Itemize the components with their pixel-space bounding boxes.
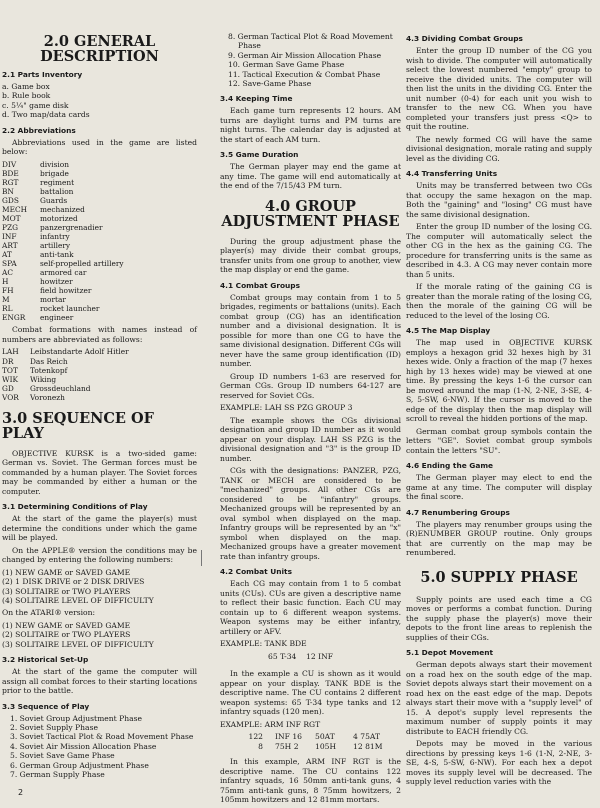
formation-key: VOR bbox=[2, 393, 19, 403]
table-row bbox=[2, 205, 197, 214]
abbr-value: engineer bbox=[40, 313, 74, 323]
heading-ending-the-game: 4.6 Ending the Game bbox=[406, 461, 494, 470]
table-row bbox=[2, 241, 197, 250]
abbr-key: ENGR bbox=[2, 313, 26, 323]
list-item: c. 5¼" game disk bbox=[2, 100, 69, 110]
abbr-value: mortar bbox=[40, 295, 66, 305]
table-row bbox=[2, 232, 197, 241]
abbr-value: battalion bbox=[40, 186, 74, 196]
paragraph: Combat groups may contain from 1 to 5 brigades, regiments or battalions (units). Each combat group (CG) has an identification number and a divisional designation. It is possible for more than one CG to have the same divisional designation. Different CGs will never have the same group identification (ID) number. bbox=[220, 292, 401, 369]
abbr-key: SPA bbox=[2, 259, 17, 269]
paragraph: At the start of the game the computer will assign all combat forces to their starting locations prior to the battle. bbox=[2, 667, 197, 696]
abbr-key: H bbox=[2, 277, 9, 287]
paragraph: If the morale rating of the gaining CG is greater than the morale rating of the losing CG, then the morale of the gaining CG will be reduced to the level of the losing CG. bbox=[406, 282, 592, 320]
abbr-key: INF bbox=[2, 232, 17, 241]
paragraph: Enter the group ID number of the CG you wish to divide. The computer will automatically select the lowest numbered "empty" group to receive the divided units. The computer will then list the units in the dividing CG. Enter the unit number (0-4) for each unit you wish to transfer to the new CG. When you have completed your transfers just press <Q> to quit the routine. bbox=[406, 46, 592, 131]
table-row bbox=[2, 187, 197, 196]
list-item: a. Game box bbox=[2, 82, 50, 91]
list-item: (3) SOLITAIRE LEVEL OF DIFFICULTY bbox=[2, 639, 154, 649]
abbr-value: field howitzer bbox=[40, 286, 92, 296]
table-cell: 50AT bbox=[315, 732, 335, 742]
paragraph: On the APPLE® version the conditions may be changed by entering the following numbers: bbox=[2, 545, 197, 565]
heading-supply-phase: 5.0 SUPPLY PHASE bbox=[420, 568, 578, 586]
list-item: 12. Save-Game Phase bbox=[228, 79, 312, 89]
apple-options-list bbox=[2, 568, 197, 606]
abbreviation-table bbox=[2, 160, 197, 323]
heading-renumbering-groups: 4.7 Renumbering Groups bbox=[406, 507, 510, 517]
table-cell: 105H bbox=[315, 741, 337, 751]
paragraph: The example shows the CGs divisional designation and group ID number as it would appear on your display. LAH SS PZG is the divisional designation and "3" is the group ID number. bbox=[220, 415, 401, 463]
heading-game-duration: 3.5 Game Duration bbox=[220, 150, 299, 160]
atari-options-list bbox=[2, 621, 197, 649]
table-row bbox=[220, 742, 401, 752]
paragraph: At the start of the game the player(s) must determine the conditions under which the game will be played. bbox=[2, 514, 197, 543]
paragraph: Each CG may contain from 1 to 5 combat units (CUs). CUs are given a descriptive name to reflect their basic function. Each CU may contain up to 6 different weapon systems. Weapon systems may be either infantry, artillery or AFV. bbox=[220, 579, 401, 636]
list-item: 9. German Air Mission Allocation Phase bbox=[228, 50, 382, 60]
table-row bbox=[2, 223, 197, 232]
table-cell: 8 bbox=[258, 741, 263, 751]
paragraph: Combat formations with names instead of numbers are abbreviated as follows: bbox=[2, 325, 197, 344]
table-cell: 4 75AT bbox=[353, 732, 381, 742]
paragraph: OBJECTIVE KURSK is a two-sided game: German vs. Soviet. The German forces must be commanded by a human player. The Soviet forces may be commanded by either a human or the computer. bbox=[2, 448, 197, 496]
example-text: EXAMPLE: TANK BDE bbox=[220, 639, 307, 649]
paragraph: German combat group symbols contain the letters "GE". Soviet combat group symbols contain the letters "SU". bbox=[406, 426, 592, 455]
list-item: (4) SOLITAIRE LEVEL OF DIFFICULTY bbox=[2, 595, 154, 605]
table-cell: 122 bbox=[248, 732, 263, 742]
paragraph: The newly formed CG will have the same divisional designation, morale rating and supply level as the dividing CG. bbox=[406, 134, 592, 163]
paragraph: The German player may elect to end the game at any time. The computer will display the final score. bbox=[406, 473, 592, 501]
table-row bbox=[2, 250, 197, 259]
table-row bbox=[2, 304, 197, 313]
abbr-value: anti-tank bbox=[40, 250, 74, 260]
abbr-key: RL bbox=[2, 304, 13, 314]
example-text: EXAMPLE: LAH SS PZG GROUP 3 bbox=[220, 403, 353, 413]
page-number: 2 bbox=[18, 788, 24, 797]
abbr-value: self-propelled artillery bbox=[40, 259, 124, 269]
abbr-value: howitzer bbox=[40, 277, 73, 287]
table-row bbox=[2, 178, 197, 187]
abbr-key: MOT bbox=[2, 213, 21, 223]
table-row bbox=[2, 196, 197, 205]
heading-dividing-combat-groups: 4.3 Dividing Combat Groups bbox=[406, 34, 523, 43]
paragraph: In this example, ARM INF RGT is the descriptive name. The CU contains 122 infantry squads, 16 50mm anti-tank guns, 4 75mm anti-tank guns, 8 75mm howitzers, 2 105mm howitzers and 12 81mm mortars. bbox=[220, 757, 401, 805]
heading-historical-setup: 3.2 Historical Set-Up bbox=[2, 655, 89, 665]
abbr-value: artillery bbox=[40, 241, 71, 251]
table-row bbox=[2, 366, 197, 375]
formation-key: DR bbox=[2, 356, 14, 366]
abbr-value: brigade bbox=[40, 168, 69, 178]
paragraph: During the group adjustment phase the player(s) may divide their combat groups, transfer units from one group to another, view the map display or end the game. bbox=[220, 236, 401, 275]
heading-sequence-of-play: 3.0 SEQUENCE OF PLAY bbox=[2, 409, 154, 442]
abbr-key: BDE bbox=[2, 168, 19, 178]
paragraph: On the ATARI® version: bbox=[2, 608, 96, 618]
heading-combat-groups: 4.1 Combat Groups bbox=[220, 280, 300, 290]
formation-value: Grossdeuchland bbox=[30, 384, 91, 394]
abbr-value: panzergrenadier bbox=[40, 222, 103, 232]
list-item: 1. Soviet Group Adjustment Phase bbox=[10, 713, 143, 723]
list-item: 10. German Save Game Phase bbox=[228, 60, 345, 70]
paragraph: Abbreviations used in the game are listed below: bbox=[2, 137, 197, 157]
example-line: 65 T-34 12 INF bbox=[268, 651, 334, 661]
table-cell: 75H 2 bbox=[275, 741, 299, 751]
abbr-key: AT bbox=[2, 250, 12, 260]
formation-value: Wiking bbox=[30, 375, 57, 385]
table-row bbox=[2, 286, 197, 295]
list-item: 8. German Tactical Plot & Road Movement Phase bbox=[228, 32, 393, 51]
formation-value: Voronezh bbox=[30, 393, 65, 403]
abbr-key: DIV bbox=[2, 159, 17, 169]
table-row bbox=[2, 295, 197, 304]
column-right bbox=[406, 34, 592, 790]
heading-keeping-time: 3.4 Keeping Time bbox=[220, 94, 293, 104]
table-row bbox=[2, 169, 197, 178]
list-item: d. Two map/data cards bbox=[2, 110, 90, 120]
abbr-key: MECH bbox=[2, 204, 28, 214]
list-item: 2. Soviet Supply Phase bbox=[10, 722, 98, 732]
table-row bbox=[2, 313, 197, 322]
table-row bbox=[2, 160, 197, 169]
abbr-key: GDS bbox=[2, 195, 19, 205]
parts-list bbox=[2, 82, 197, 120]
list-item: b. Rule book bbox=[2, 91, 51, 101]
heading-depot-movement: 5.1 Depot Movement bbox=[406, 648, 494, 657]
list-item: 4. Soviet Air Mission Allocation Phase bbox=[10, 741, 157, 751]
abbr-value: division bbox=[40, 159, 69, 169]
abbr-key: PZG bbox=[2, 222, 19, 232]
abbr-value: Guards bbox=[40, 195, 68, 205]
list-item: 6. German Group Adjustment Phase bbox=[10, 760, 149, 770]
column-left bbox=[2, 34, 197, 782]
abbr-value: motorized bbox=[40, 213, 78, 223]
table-row bbox=[2, 214, 197, 223]
formation-key: LAH bbox=[2, 347, 19, 357]
abbr-value: infantry bbox=[40, 232, 70, 241]
table-cell: INF 16 bbox=[275, 732, 302, 742]
formation-value: Das Reich bbox=[30, 356, 68, 366]
abbr-value: armored car bbox=[40, 268, 87, 278]
table-row bbox=[220, 732, 401, 742]
paragraph: The players may renumber groups using the (R)ENUMBER GROUP routine. Only groups that are currently on the map may be renumbered. bbox=[406, 519, 592, 557]
formation-key: TOT bbox=[2, 365, 18, 375]
formation-key: WIK bbox=[2, 375, 19, 385]
table-row bbox=[2, 277, 197, 286]
paragraph: Supply points are used each time a CG moves or performs a combat function. During the supply phase the player(s) move their depots to the front line areas to replenish the supplies of their CGs. bbox=[406, 594, 592, 642]
paragraph: The map used in OBJECTIVE KURSK employs a hexagon grid 32 hexes high by 31 hexes wide. Only a fraction of the map (7 hexes high by 13 hexes wide) may be viewed at one time. By pressing the keys 1-6 the cursor can be moved around the map (1-N, 2-NE, 3-SE, 4-S, 5-SW, 6-NW). If the cursor is moved to the edge of the display then the map display will scroll to reveal the hidden portions of the map. bbox=[406, 338, 592, 423]
table-row bbox=[2, 375, 197, 384]
paragraph: Group ID numbers 1-63 are reserved for German CGs. Group ID numbers 64-127 are reserved for Soviet CGs. bbox=[220, 371, 401, 400]
list-item: 5. Soviet Save Game Phase bbox=[10, 751, 115, 761]
table-row bbox=[2, 393, 197, 402]
formation-value: Totenkopf bbox=[30, 365, 68, 375]
phase-list-continued bbox=[220, 32, 401, 88]
formation-value: Leibstandarte Adolf Hitler bbox=[30, 347, 129, 357]
fold-mark bbox=[201, 550, 207, 566]
list-item: (2) 1 DISK DRIVE or 2 DISK DRIVES bbox=[2, 577, 145, 587]
abbr-value: mechanized bbox=[40, 204, 85, 214]
heading-map-display: 4.5 The Map Display bbox=[406, 326, 491, 335]
abbr-key: ART bbox=[2, 241, 18, 251]
heading-general-description: 2.0 GENERAL DESCRIPTION bbox=[40, 33, 159, 65]
abbr-key: BN bbox=[2, 186, 14, 196]
phase-list bbox=[2, 714, 197, 780]
paragraph: Units may be transferred between two CGs that occupy the same hexagon on the map. Both the "gaining" and "losing" CG must have the same divisional designation. bbox=[406, 181, 592, 219]
list-item: (1) NEW GAME or SAVED GAME bbox=[2, 620, 131, 630]
abbr-key: FH bbox=[2, 286, 14, 296]
heading-determining-conditions: 3.1 Determining Conditions of Play bbox=[2, 502, 148, 512]
heading-sequence-of-play-sub: 3.3 Sequence of Play bbox=[2, 701, 90, 711]
list-item: 7. German Supply Phase bbox=[10, 769, 105, 779]
heading-group-adjustment-phase: 4.0 GROUP ADJUSTMENT PHASE bbox=[221, 197, 400, 230]
table-row bbox=[2, 259, 197, 268]
heading-abbreviations: 2.2 Abbreviations bbox=[2, 125, 76, 135]
list-item: 3. Soviet Tactical Plot & Road Movement Phase bbox=[10, 732, 194, 742]
abbr-value: rocket launcher bbox=[40, 304, 100, 314]
heading-combat-units: 4.2 Combat Units bbox=[220, 567, 292, 577]
list-item: 11. Tactical Execution & Combat Phase bbox=[228, 69, 381, 79]
column-middle bbox=[220, 34, 401, 808]
paragraph: Each game turn represents 12 hours. AM turns are daylight turns and PM turns are night turns. The calendar day is adjusted at the start of each AM turn. bbox=[220, 106, 401, 144]
abbr-key: M bbox=[2, 295, 10, 305]
table-row bbox=[2, 357, 197, 366]
abbr-key: AC bbox=[2, 268, 13, 278]
table-row bbox=[2, 268, 197, 277]
list-item: (2) SOLITAIRE or TWO PLAYERS bbox=[2, 630, 131, 640]
example-text: EXAMPLE: ARM INF RGT bbox=[220, 719, 321, 729]
abbr-value: regiment bbox=[40, 177, 75, 187]
table-row bbox=[2, 347, 197, 356]
list-item: (1) NEW GAME or SAVED GAME bbox=[2, 567, 131, 577]
table-cell: 12 81M bbox=[353, 741, 383, 751]
list-item: (3) SOLITAIRE or TWO PLAYERS bbox=[2, 586, 131, 596]
formation-key: GD bbox=[2, 384, 14, 394]
table-row bbox=[2, 384, 197, 393]
paragraph: In the example a CU is shown as it would appear on your display. TANK BDE is the descriptive name. The CU contains 2 different weapon systems: 65 T-34 type tanks and 12 infantry squads (120 men). bbox=[220, 669, 401, 717]
heading-transferring-units: 4.4 Transferring Units bbox=[406, 169, 498, 178]
paragraph: Enter the group ID number of the losing CG. The computer will automatically select the other CG in the hex as the gaining CG. The procedure for transferring units is the same as described in 4.3. A CG may never contain more than 5 units. bbox=[406, 222, 592, 279]
example-weapons-table bbox=[220, 732, 401, 751]
paragraph: The German player may end the game at any time. The game will end automatically at the end of the 7/15/43 PM turn. bbox=[220, 162, 401, 191]
paragraph: CGs with the designations: PANZER, PZG, TANK or MECH are considered to be "mechanized" groups. All other CGs are considered to be "infantry" groups. Mechanized groups will be represented by an oval symbol when displayed on the map. Infantry groups will be represented by an "x" symbol when displayed on the map. Mechanized groups have a greater movement rate than infantry groups. bbox=[220, 466, 401, 561]
paragraph: Depots may be moved in the various directions by pressing keys 1-6 (1-N, 2-NE, 3-SE, 4-S, 5-SW, 6-NW). For each hex a depot moves its supply level will be decreased. The supply level reduction varies with the bbox=[406, 739, 592, 786]
abbr-key: RGT bbox=[2, 177, 19, 187]
heading-parts-inventory: 2.1 Parts Inventory bbox=[2, 70, 83, 79]
paragraph: German depots always start their movement on a road hex on the south edge of the map. Soviet depots always start their movement on a road hex on the east edge of the map. Depots always start their move with a "supply level" of 15. A depot's supply level represents the maximum number of supply points it may distribute to EACH friendly CG. bbox=[406, 660, 592, 736]
formation-table bbox=[2, 347, 197, 402]
